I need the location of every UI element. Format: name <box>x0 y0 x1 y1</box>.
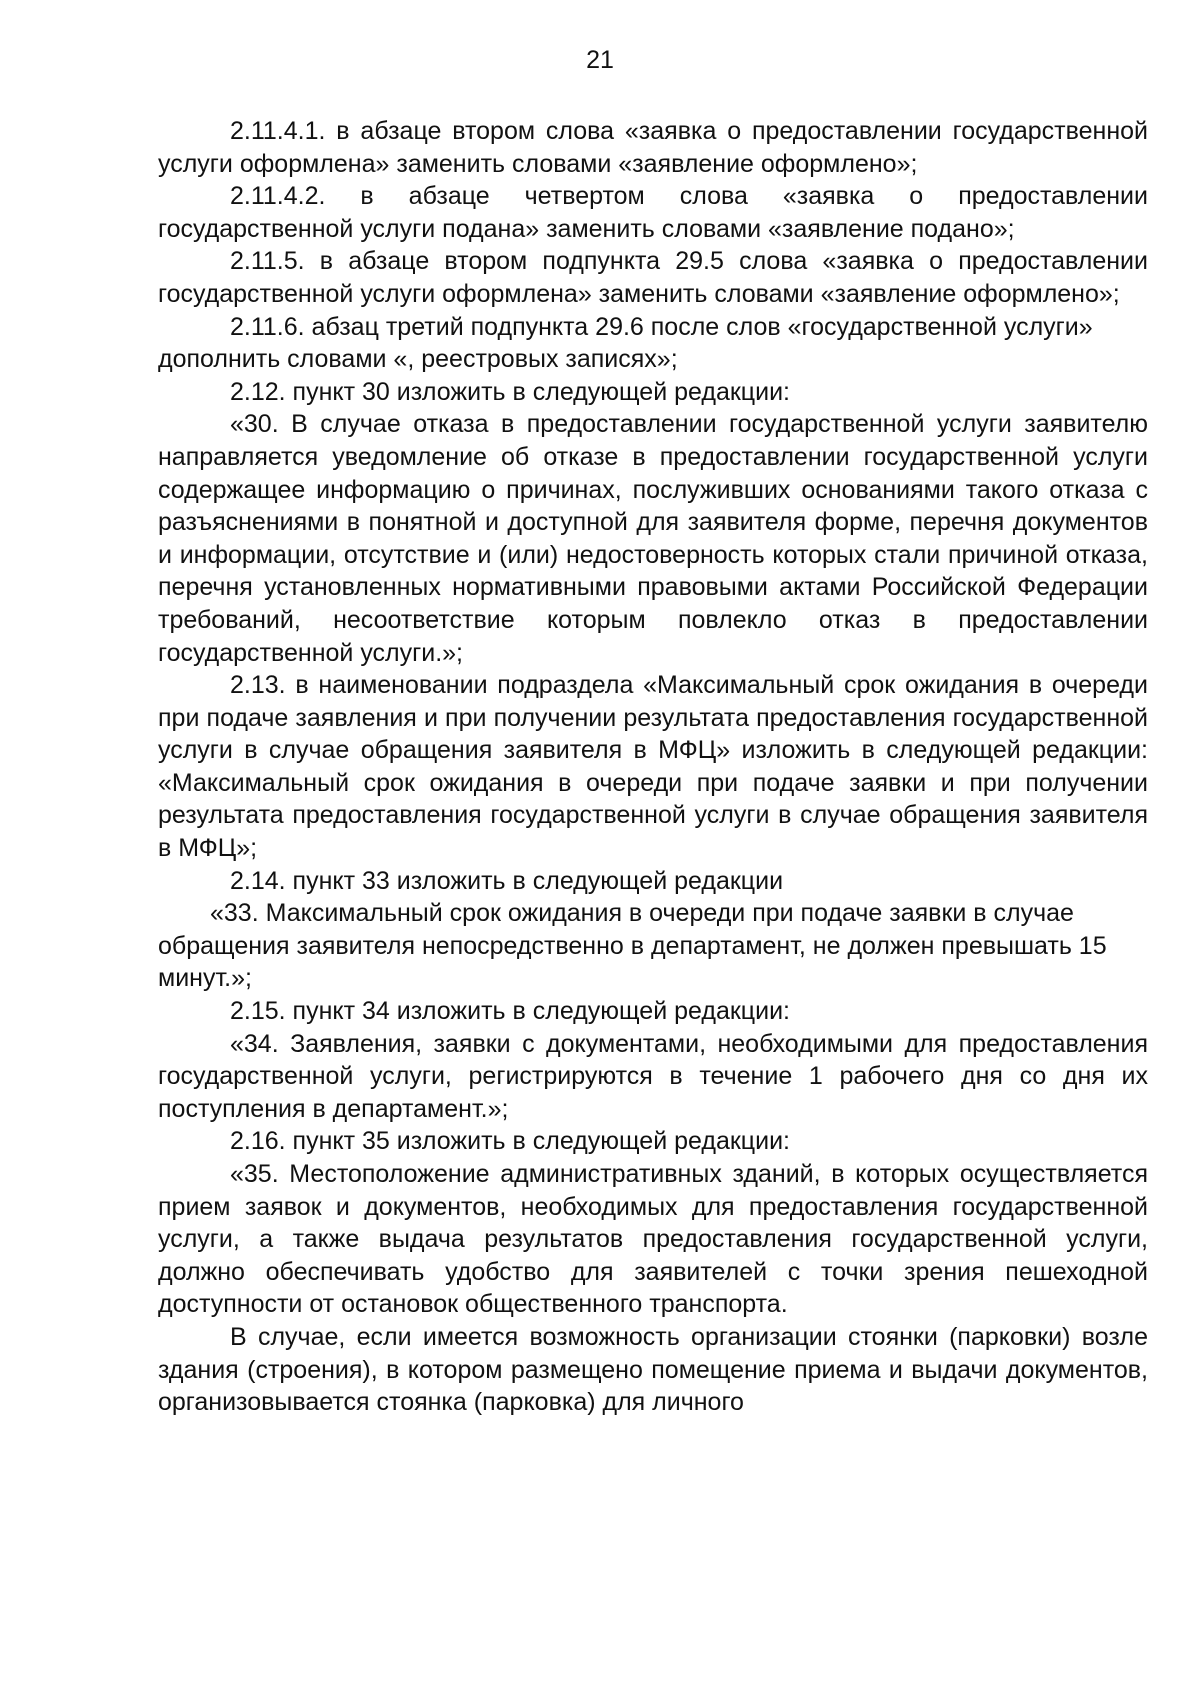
document-body <box>158 115 1148 1419</box>
paragraph-2-14: 2.14. пункт 33 изложить в следующей редакции <box>230 866 784 895</box>
paragraph-2-11-5: 2.11.5. в абзаце втором подпункта 29.5 слова «заявка о предоставлении государственной услуги оформлена» заменить словами «заявление оформлено»; <box>158 247 1148 308</box>
page-number: 21 <box>586 46 614 74</box>
paragraph-2-15: 2.15. пункт 34 изложить в следующей редакции: <box>230 997 790 1026</box>
paragraph-2-11-4-1: 2.11.4.1. в абзаце втором слова «заявка о предоставлении государственной услуги оформлена» заменить словами «заявление оформлено»; <box>158 117 1148 178</box>
paragraph-2-16: 2.16. пункт 35 изложить в следующей редакции: <box>230 1127 790 1156</box>
paragraph-2-11-4-2: 2.11.4.2. в абзаце четвертом слова «заявка о предоставлении государственной услуги подана» заменить словами «заявление подано»; <box>158 182 1148 243</box>
paragraph-2-11-6: 2.11.6. абзац третий подпункта 29.6 после слов «государственной услуги» дополнить словами «, реестровых записях»; <box>158 312 1093 374</box>
paragraph-2-12: 2.12. пункт 30 изложить в следующей редакции: <box>230 377 790 406</box>
paragraph-quote-35: «35. Местоположение административных зданий, в которых осуществляется прием заявок и документов, необходимых для предоставления государственной услуги, а также выдача результатов предоставления государственной услуги, должно обеспечивать удобство для заявителей с точки зрения пешеходной доступности от остановок общественного транспорта. <box>158 1160 1148 1319</box>
paragraph-quote-33: «33. Максимальный срок ожидания в очереди при подаче заявки в случае обращения заявителя непосредственно в департамент, не должен превышать 15 минут.»; <box>158 899 1107 993</box>
paragraph-quote-34: «34. Заявления, заявки с документами, необходимыми для предоставления государственной услуги, регистрируются в течение 1 рабочего дня со дня их поступления в департамент.»; <box>158 1029 1148 1123</box>
paragraph-2-13: 2.13. в наименовании подраздела «Максимальный срок ожидания в очереди при подаче заявления и при получении результата предоставления государственной услуги в случае обращения заявителя в МФЦ» изложить в следующей редакции: «Максимальный срок ожидания в очереди при подаче заявки и при получении результата предоставления государственной услуги в случае обращения заявителя в МФЦ»; <box>158 671 1148 863</box>
paragraph-quote-30: «30. В случае отказа в предоставлении государственной услуги заявителю направляется уведомление об отказе в предоставлении государственной услуги содержащее информацию о причинах, послуживших основаниями такого отказа с разъяснениями в понятной и доступной для заявителя форме, перечня документов и информации, отсутствие и (или) недостоверность которых стали причиной отказа, перечня установленных нормативными правовыми актами Российской Федерации требований, несоответствие которым повлекло отказ в предоставлении государственной услуги.»; <box>158 410 1148 667</box>
paragraph-parking: В случае, если имеется возможность организации стоянки (парковки) возле здания (строения), в котором размещено помещение приема и выдачи документов, организовывается стоянка (парковка) для личного <box>158 1322 1148 1417</box>
